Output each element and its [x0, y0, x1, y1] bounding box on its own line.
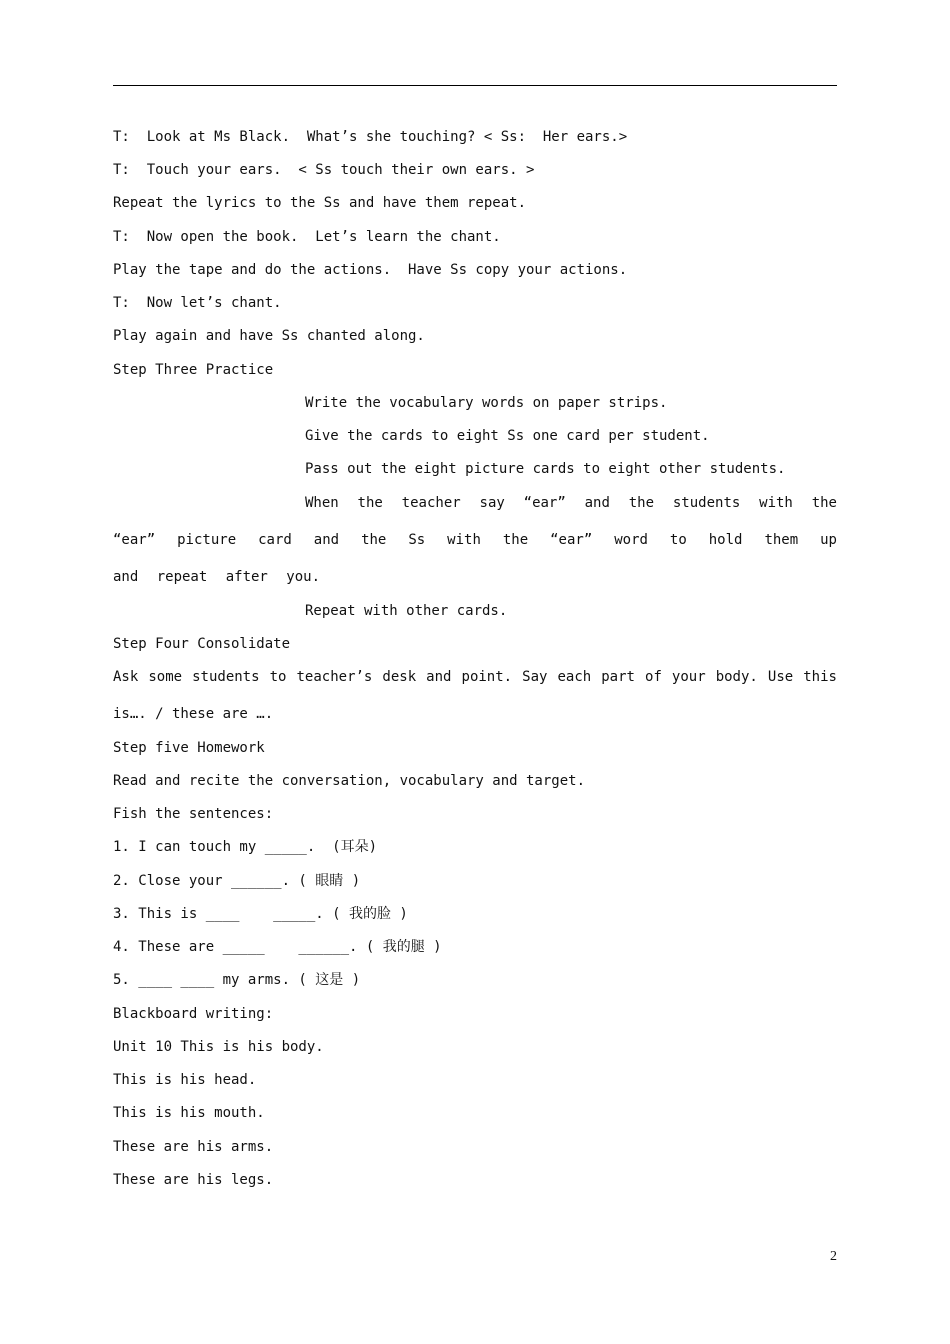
word: to [669, 532, 687, 548]
word: the [628, 495, 655, 511]
text-line: This is his head. [113, 1072, 257, 1088]
word: the [811, 495, 837, 511]
word: the [361, 532, 387, 548]
word: teacher’s [296, 669, 373, 685]
text-line: T: Now open the book. Let’s learn the chant. [113, 229, 501, 245]
text-line: Fish the sentences: [113, 806, 274, 822]
text-line: Repeat with other cards. [305, 603, 508, 619]
exercise-item: 3. This is ____ _____. ( 我的脸 ) [113, 906, 408, 922]
text-line: Play again and have Ss chanted along. [113, 328, 425, 344]
word: this [803, 669, 837, 685]
section-heading: Step five Homework [113, 740, 265, 756]
word: part [601, 669, 635, 685]
text-line-justified [113, 531, 837, 549]
word: the [502, 532, 529, 548]
word: Use [767, 669, 794, 685]
word: “ear” [523, 495, 566, 511]
text-line: These are his arms. [113, 1139, 274, 1155]
word: and [313, 532, 340, 548]
word: word [614, 532, 648, 548]
word: teacher [401, 495, 461, 511]
text-line: Play the tape and do the actions. Have Ss copy your actions. [113, 262, 628, 278]
word: to [269, 669, 287, 685]
word: of [645, 669, 662, 685]
word: students [672, 495, 741, 511]
text-line: Give the cards to eight Ss one card per student. [305, 428, 710, 444]
exercise-item: 4. These are _____ ______. ( 我的腿 ) [113, 939, 442, 955]
text-line: This is his mouth. [113, 1105, 265, 1121]
word: card [258, 532, 292, 548]
word: and [426, 669, 452, 685]
exercise-item: 2. Close your ______. ( 眼睛 ) [113, 873, 361, 889]
word: When [305, 495, 339, 511]
word: the [357, 495, 383, 511]
word: some [148, 669, 183, 685]
text-line-justified [305, 494, 837, 512]
word: students [192, 669, 260, 685]
text-line: Repeat the lyrics to the Ss and have them repeat. [113, 195, 527, 211]
word: hold [708, 532, 743, 548]
word: say [479, 495, 505, 511]
word: each [557, 669, 592, 685]
text-line: T: Look at Ms Black. What’s she touching? < Ss: Her ears.> [113, 129, 628, 145]
word: picture [177, 532, 237, 548]
exercise-item: 1. I can touch my _____. (耳朵) [113, 839, 378, 855]
text-line: T: Touch your ears. < Ss touch their own ears. > [113, 162, 535, 178]
text-line: and repeat after you. [113, 569, 321, 585]
header-rule [113, 85, 837, 86]
section-heading: Step Four Consolidate [113, 636, 291, 652]
text-line: is…. / these are …. [113, 706, 274, 722]
word: your [671, 669, 706, 685]
word: up [820, 532, 837, 548]
word: and [584, 495, 610, 511]
word: “ear” [113, 532, 156, 548]
word: Ask [113, 669, 139, 685]
text-line: These are his legs. [113, 1172, 274, 1188]
text-line: Pass out the eight picture cards to eight other students. [305, 461, 786, 477]
word: them [764, 532, 799, 548]
word: with [759, 495, 793, 511]
word: body. [715, 669, 758, 685]
section-heading: Blackboard writing: [113, 1006, 274, 1022]
exercise-item: 5. ____ ____ my arms. ( 这是 ) [113, 972, 361, 988]
word: desk [382, 669, 417, 685]
word: “ear” [550, 532, 593, 548]
word: point. [461, 669, 513, 685]
section-heading: Step Three Practice [113, 362, 274, 378]
text-line: Read and recite the conversation, vocabulary and target. [113, 773, 586, 789]
text-line-justified [113, 668, 837, 686]
word: Ss [408, 532, 426, 548]
text-line: Unit 10 This is his body. [113, 1039, 324, 1055]
word: with [447, 532, 481, 548]
text-line: Write the vocabulary words on paper strips. [305, 395, 668, 411]
page-number: 2 [830, 1249, 837, 1264]
word: Say [522, 669, 548, 685]
text-line: T: Now let’s chant. [113, 295, 282, 311]
